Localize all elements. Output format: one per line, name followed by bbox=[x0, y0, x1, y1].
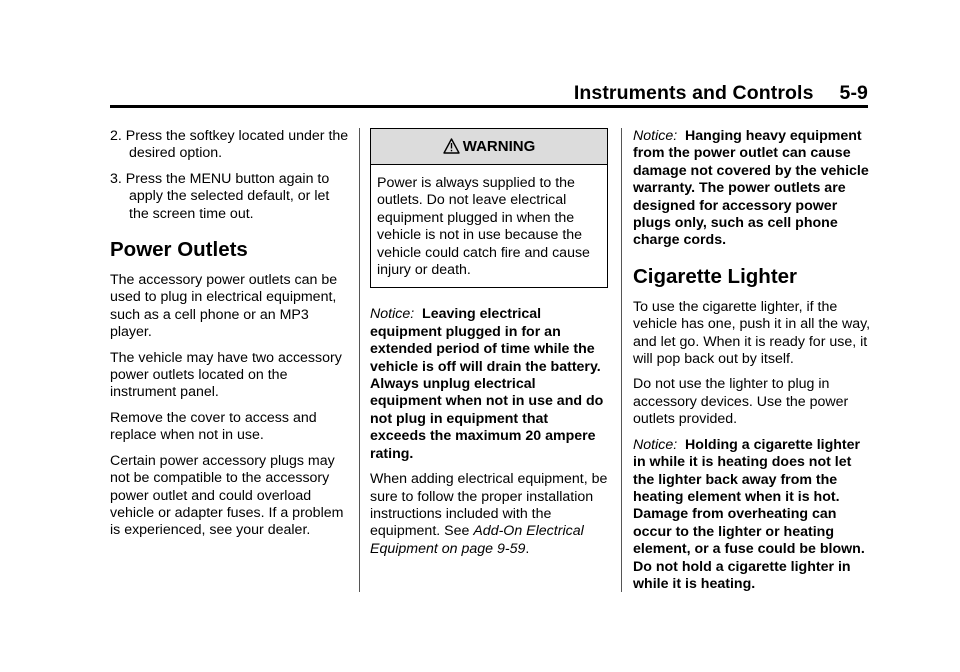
column-right bbox=[633, 128, 873, 601]
notice-label: Notice: bbox=[370, 306, 415, 323]
paragraph: To use the cigarette lighter, if the vehicle has one, push it in all the way, and let go. When it is ready for use, it will pop back out by itself. bbox=[633, 298, 871, 368]
column-divider bbox=[621, 128, 622, 592]
paragraph: Remove the cover to access and replace when not in use. bbox=[110, 409, 317, 444]
page-number: 5-9 bbox=[839, 82, 868, 104]
paragraph-end: . bbox=[525, 540, 530, 557]
section-heading-power-outlets: Power Outlets bbox=[110, 238, 248, 262]
notice-paragraph bbox=[633, 437, 873, 594]
cross-reference-link[interactable]: Add-On Electrical Equipment on page 9-59 bbox=[370, 523, 584, 557]
notice-text: Hanging heavy equipment from the power outlet can cause damage not covered by the vehicle warranty. The power outlets are designed for accessory power plugs only, such as cell phone charge cords. bbox=[633, 128, 869, 249]
paragraph: Certain power accessory plugs may not be compatible to the accessory power outlet and could overload vehicle or adapter fuses. If a problem is experienced, see your dealer. bbox=[110, 452, 344, 539]
paragraph: The accessory power outlets can be used to plug in electrical equipment, such as a cell phone or an MP3 player. bbox=[110, 272, 338, 341]
notice-text: Leaving electrical equipment plugged in for an extended period of time while the vehicle is off will drain the battery. Always unplug electrical equipment when not in use and do not plug in equipment that exceeds the maximum 20 ampere rating. bbox=[370, 306, 604, 462]
notice-label: Notice: bbox=[633, 436, 678, 453]
warning-triangle-icon bbox=[443, 132, 460, 167]
section-title: Instruments and Controls bbox=[573, 82, 814, 104]
header-rule bbox=[110, 105, 868, 108]
warning-title: WARNING bbox=[462, 138, 536, 155]
step-3: 3. Press the MENU button again to apply the selected default, or let the screen time out. bbox=[110, 170, 330, 222]
page-header bbox=[0, 82, 868, 105]
column-divider bbox=[359, 128, 360, 592]
column-left bbox=[110, 128, 350, 548]
warning-header bbox=[371, 129, 607, 165]
paragraph-text: When adding electrical equipment, be sure to follow the proper installation instructions included with the equipment. See bbox=[370, 471, 608, 540]
warning-box bbox=[370, 128, 608, 288]
notice-paragraph bbox=[370, 306, 608, 463]
notice-paragraph bbox=[633, 128, 873, 250]
section-heading-cigarette-lighter: Cigarette Lighter bbox=[633, 264, 798, 288]
warning-text: Power is always supplied to the outlets. Do not leave electrical equipment plugged in when the vehicle is not in use because the vehicle could catch fire and cause injury or death. bbox=[377, 175, 590, 279]
notice-label: Notice: bbox=[633, 128, 678, 144]
column-middle bbox=[370, 128, 608, 566]
paragraph: The vehicle may have two accessory power outlets located on the instrument panel. bbox=[110, 349, 342, 401]
paragraph bbox=[370, 471, 608, 558]
step-2: 2. Press the softkey located under the desired option. bbox=[110, 128, 349, 162]
paragraph: Do not use the lighter to plug in accessory devices. Use the power outlets provided. bbox=[633, 376, 849, 428]
notice-text: Holding a cigarette lighter in while it is heating does not let the lighter back away from the heating element when it is hot. Damage from overheating can occur to the lighter or heating element, or a fuse could be blown. Do not hold a cigarette lighter in while it is heating. bbox=[633, 436, 865, 592]
